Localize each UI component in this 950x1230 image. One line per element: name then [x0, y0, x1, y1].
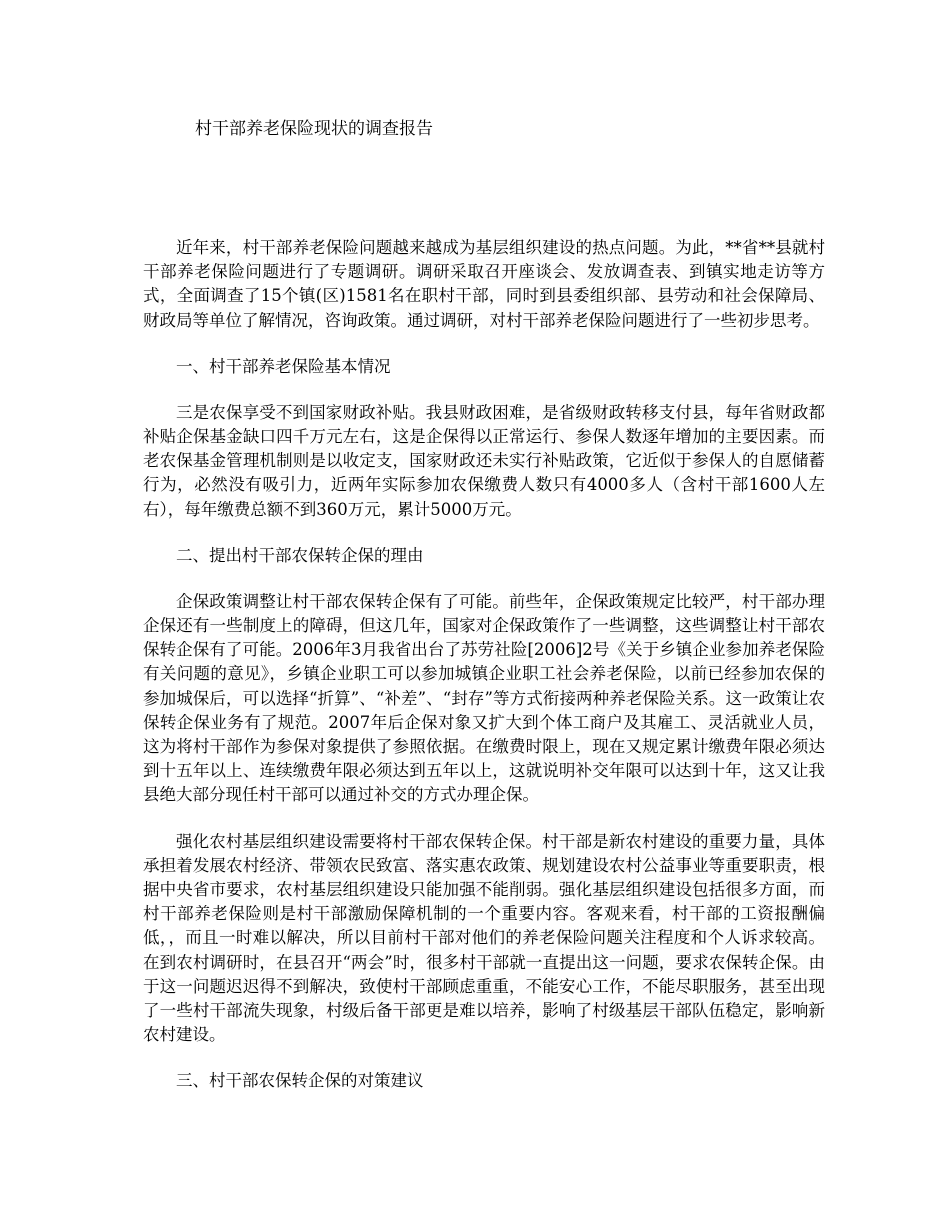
- paragraph-intro: 近年来，村干部养老保险问题越来越成为基层组织建设的热点问题。为此，**省**县就村干部养老保险问题进行了专题调研。调研采取召开座谈会、发放调查表、到镇实地走访等方式，全面调查了15个镇(区)1581名在职村干部，同时到县委组织部、县劳动和社会保障局、财政局等单位了解情况，咨询政策。通过调研，对村干部养老保险问题进行了一些初步思考。: [143, 238, 825, 330]
- paragraph-policy-adjustment: 企保政策调整让村干部农保转企保有了可能。前些年，企保政策规定比较严，村干部办理企保还有一些制度上的障碍，但这几年，国家对企保政策作了一些调整，这些调整让村干部农保转企保有了可能。2006年3月我省出台了苏劳社险[2006]2号《关于乡镇企业参加养老保险有关问题的意见》，乡镇企业职工可以参加城镇企业职工社会养老保险，以前已经参加农保的参加城保后，可以选择“折算”、“补差”、“封存”等方式衔接两种养老保险关系。这一政策让农保转企保业务有了规范。2007年后企保对象又扩大到个体工商户及其雇工、灵活就业人员，这为将村干部作为参保对象提供了参照依据。在缴费时限上，现在又规定累计缴费年限必须达到十五年以上、连续缴费年限必须达到五年以上，这就说明补交年限可以达到十年，这又让我县绝大部分现任村干部可以通过补交的方式办理企保。: [143, 591, 825, 805]
- section-heading-1: 一、村干部养老保险基本情况: [176, 356, 391, 376]
- document-body: [143, 236, 825, 1115]
- paragraph-financial-subsidy: 三是农保享受不到国家财政补贴。我县财政困难，是省级财政转移支付县，每年省财政都补贴企保基金缺口四千万元左右，这是企保得以正常运行、参保人数逐年增加的主要因素。而老农保基金管理机制则是以收定支，国家财政还未实行补贴政策，它近似于参保人的自愿储蓄行为，必然没有吸引力，近两年实际参加农保缴费人数只有4000多人（含村干部1600人左右），每年缴费总额不到360万元，累计5000万元。: [143, 402, 825, 519]
- paragraph-grassroots-organization: 强化农村基层组织建设需要将村干部农保转企保。村干部是新农村建设的重要力量，具体承担着发展农村经济、带领农民致富、落实惠农政策、规划建设农村公益事业等重要职责，根据中央省市要求，农村基层组织建设只能加强不能削弱。强化基层组织建设包括很多方面，而村干部养老保险则是村干部激励保障机制的一个重要内容。客观来看，村干部的工资报酬偏低，，而且一时难以解决，所以目前村干部对他们的养老保险问题关注程度和个人诉求较高。在到农村调研时，在县召开“两会”时，很多村干部就一直提出这一问题，要求农保转企保。由于这一问题迟迟得不到解决，致使村干部顾虑重重，不能安心工作，不能尽职服务，甚至出现了一些村干部流失现象，村级后备干部更是难以培养，影响了村级基层干部队伍稳定，影响新农村建设。: [143, 831, 825, 1045]
- section-heading-3: 三、村干部农保转企保的对策建议: [176, 1071, 424, 1091]
- document-title: 村干部养老保险现状的调查报告: [195, 119, 433, 139]
- section-heading-2: 二、提出村干部农保转企保的理由: [176, 545, 424, 565]
